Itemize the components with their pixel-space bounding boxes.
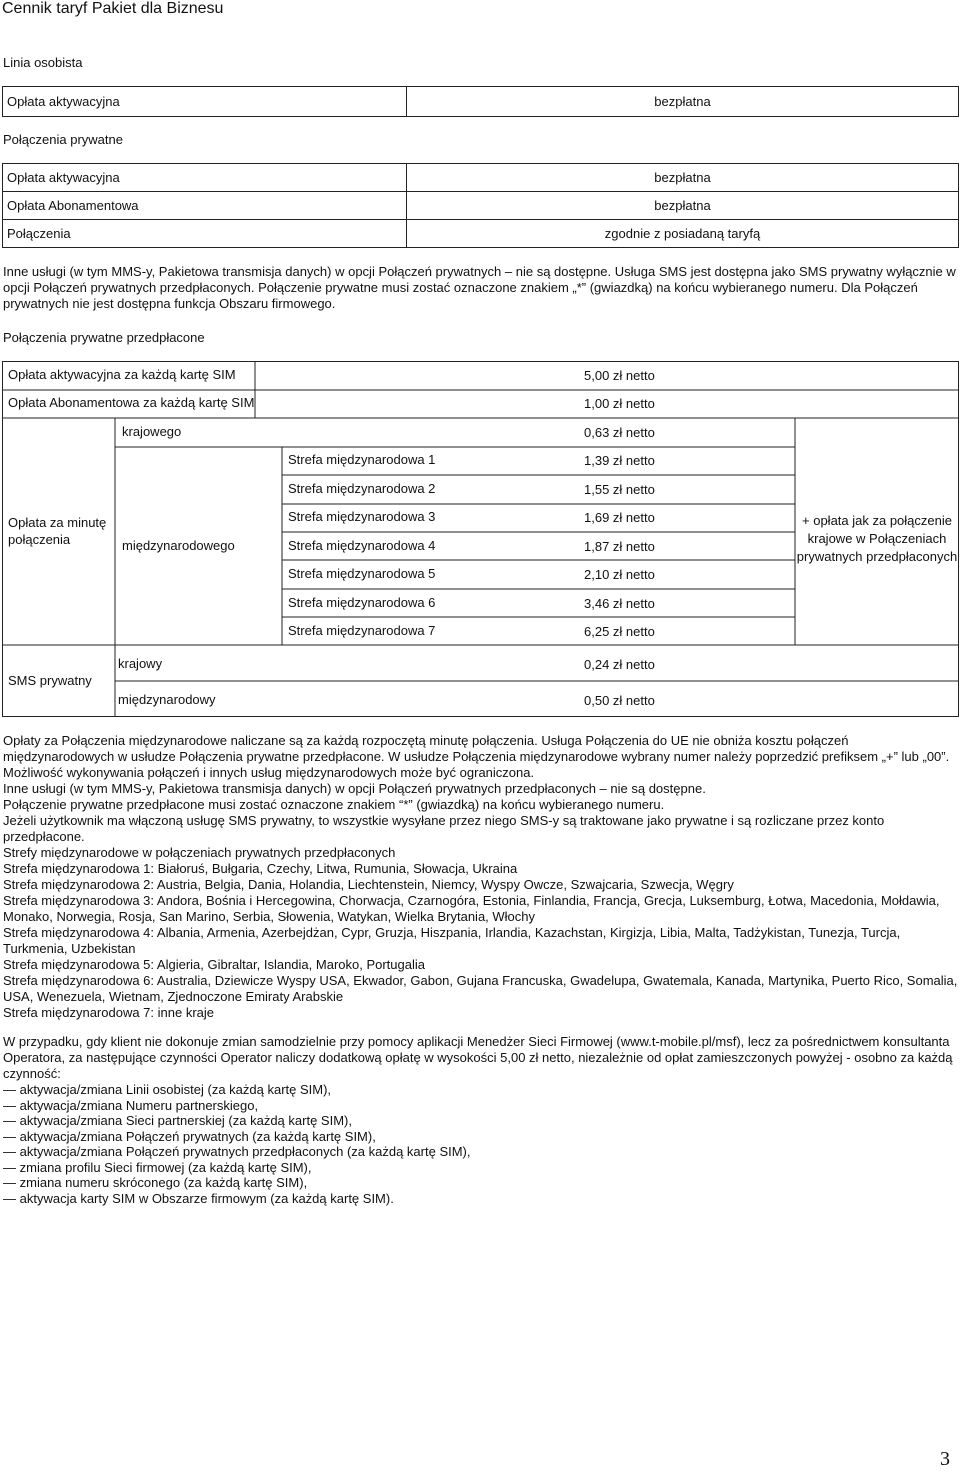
abonament-value: 1,00 zł netto — [584, 396, 655, 411]
list-item: — aktywacja/zmiana Numeru partnerskiego, — [3, 1098, 471, 1114]
strefa-price: 2,10 zł netto — [584, 567, 655, 582]
strefy-line: Strefa międzynarodowa 6: Australia, Dziewicze Wyspy USA, Ekwador, Gabon, Gujana Francuska, Gwadelupa, Gwatemala, Kanada, Martynika, Puerto Rico, Somalia, — [3, 973, 958, 988]
sms-miedzy-value: 0,50 zł netto — [584, 693, 655, 708]
strefy-line: Strefa międzynarodowa 2: Austria, Belgia, Dania, Holandia, Liechtenstein, Niemcy, Wyspy Owcze, Szwajcaria, Szwecja, Węgry — [3, 877, 734, 892]
aktywacyjna-label: Opłata aktywacyjna za każdą kartę SIM — [8, 367, 236, 382]
strefy-line: Strefa międzynarodowa 5: Algieria, Gibraltar, Islandia, Maroko, Portugalia — [3, 957, 425, 972]
table-row — [3, 87, 959, 117]
notes-after-table — [3, 733, 960, 845]
strefa-name: Strefa międzynarodowa 4 — [288, 538, 436, 553]
note-line: Opłaty za Połączenia międzynarodowe naliczane są za każdą rozpoczętą minutę połączenia. Usługa Połączenia do UE nie obniża kosztu połączeń — [3, 733, 849, 748]
side-note-line: prywatnych przedpłaconych — [796, 549, 958, 564]
row-label: Opłata aktywacyjna — [3, 87, 407, 117]
page-number: 3 — [940, 1448, 950, 1470]
list-item: — aktywacja karty SIM w Obszarze firmowym (za każdą kartę SIM). — [3, 1191, 471, 1207]
aktywacyjna-value: 5,00 zł netto — [584, 368, 655, 383]
fee-line: W przypadku, gdy klient nie dokonuje zmian samodzielnie przy pomocy aplikacji Menedżer Sieci Firmowej (www.t-mobile.pl/msf), lecz za pośrednictwem konsultanta — [3, 1034, 950, 1049]
side-note — [796, 512, 958, 566]
abonament-label: Opłata Abonamentowa za każdą kartę SIM — [8, 395, 255, 410]
strefa-price: 1,39 zł netto — [584, 453, 655, 468]
miedzynarodowego-label: międzynarodowego — [122, 538, 235, 553]
note-line: prywatnych nie jest dostępna funkcja Obszaru firmowego. — [3, 296, 336, 311]
sms-krajowy-value: 0,24 zł netto — [584, 657, 655, 672]
strefa-price: 1,55 zł netto — [584, 482, 655, 497]
strefy-line: Strefy międzynarodowe w połączeniach prywatnych przedpłaconych — [3, 845, 396, 860]
list-item: — aktywacja/zmiana Połączeń prywatnych przedpłaconych (za każdą kartę SIM), — [3, 1144, 471, 1160]
list-item: — aktywacja/zmiana Połączeń prywatnych (za każdą kartę SIM), — [3, 1129, 471, 1145]
row-label: Opłata Abonamentowa — [3, 192, 407, 220]
fee-line: Operatora, za następujące czynności Operator naliczy dodatkową opłatę w wysokości 5,00 zł netto, niezależnie od opłat zamieszczonych powyżej - osobno za każdą — [3, 1050, 953, 1065]
row-value: bezpłatna — [407, 87, 959, 117]
strefy-line: Strefa międzynarodowa 3: Andora, Bośnia i Hercegowina, Chorwacja, Czarnogóra, Estonia, Finlandia, Francja, Grecja, Luksemburg, Łotwa, Macedonia, Mołdawia, — [3, 893, 940, 908]
note-line: międzynarodowych w usłudze Połączenia prywatne przedpłacone. W usłudze Połączenia międzynarodowe wybrany numer należy poprzedzić prefiksem „+” lub „00”. — [3, 749, 950, 764]
strefa-price: 6,25 zł netto — [584, 624, 655, 639]
list-item: — zmiana numeru skróconego (za każdą kartę SIM), — [3, 1175, 471, 1191]
minute-label: Opłata za minutę — [8, 515, 107, 530]
note-line: Inne usługi (w tym MMS-y, Pakietowa transmisja danych) w opcji Połączeń prywatnych – nie są dostępne. Usługa SMS jest dostępna jako SMS prywatny wyłącznie w — [3, 264, 956, 279]
strefy-line: Strefa międzynarodowa 1: Białoruś, Bułgaria, Czechy, Litwa, Rumunia, Słowacja, Ukraina — [3, 861, 518, 876]
strefy-list — [3, 845, 957, 1021]
strefa-name: Strefa międzynarodowa 6 — [288, 595, 436, 610]
sms-label: SMS prywatny — [8, 673, 92, 688]
row-label: Połączenia — [3, 220, 407, 248]
row-label: Opłata aktywacyjna — [3, 164, 407, 192]
strefa-price: 3,46 zł netto — [584, 596, 655, 611]
page-title: Cennik taryf Pakiet dla Biznesu — [2, 0, 224, 17]
note-line: Połączenie prywatne przedpłacone musi zostać oznaczone znakiem “*” (gwiazdką) na końcu wybieranego numeru. — [3, 797, 665, 812]
section-heading-linia-osobista: Linia osobista — [3, 55, 83, 70]
section-heading-przedplacone: Połączenia prywatne przedpłacone — [3, 330, 205, 345]
prywatne-note — [3, 264, 956, 312]
side-note-line: + opłata jak za połączenie — [802, 513, 952, 528]
przedplacone-table — [2, 361, 959, 717]
minute-label-2: połączenia — [8, 532, 71, 547]
table-row — [3, 192, 959, 220]
table-row — [3, 220, 959, 248]
strefa-name: Strefa międzynarodowa 1 — [288, 452, 436, 467]
strefy-line: Monako, Norwegia, Rosja, San Marino, Serbia, Słowenia, Watykan, Wielka Brytania, Włochy — [3, 909, 536, 924]
sms-krajowy-label: krajowy — [118, 656, 163, 671]
list-item: — aktywacja/zmiana Sieci partnerskiej (za każdą kartę SIM), — [3, 1113, 471, 1129]
row-value: bezpłatna — [407, 192, 959, 220]
fee-paragraph — [3, 1034, 953, 1082]
note-line: opcji Połączeń prywatnych przedpłaconych. Połączenie prywatne musi zostać oznaczone znakiem „*” (gwiazdką) na końcu wybieranego numeru. Dla Połączeń — [3, 280, 918, 295]
linia-osobista-table — [2, 86, 959, 117]
strefa-name: Strefa międzynarodowa 7 — [288, 623, 436, 638]
strefa-price: 1,87 zł netto — [584, 539, 655, 554]
section-heading-polaczenia-prywatne: Połączenia prywatne — [3, 132, 123, 147]
list-item: — aktywacja/zmiana Linii osobistej (za każdą kartę SIM), — [3, 1082, 471, 1098]
strefa-price: 1,69 zł netto — [584, 510, 655, 525]
side-note-line: krajowe w Połączeniach — [807, 531, 947, 546]
strefy-line: USA, Wenezuela, Wietnam, Zjednoczone Emiraty Arabskie — [3, 989, 344, 1004]
krajowego-label: krajowego — [122, 424, 182, 439]
list-item: — zmiana profilu Sieci firmowej (za każdą kartę SIM), — [3, 1160, 471, 1176]
row-value: bezpłatna — [407, 164, 959, 192]
polaczenia-prywatne-table — [2, 163, 959, 248]
strefy-line: Turkmenia, Uzbekistan — [3, 941, 136, 956]
fee-line: czynność: — [3, 1066, 61, 1081]
note-line: Możliwość wykonywania połączeń i innych usług międzynarodowych może być ograniczona. — [3, 765, 535, 780]
strefy-line: Strefa międzynarodowa 7: inne kraje — [3, 1005, 215, 1020]
krajowego-value: 0,63 zł netto — [584, 425, 655, 440]
sms-miedzy-label: międzynarodowy — [118, 692, 216, 707]
note-line: Inne usługi (w tym MMS-y, Pakietowa transmisja danych) w opcji Połączeń prywatnych przedpłaconych – nie są dostępne. — [3, 781, 706, 796]
note-line: Jeżeli użytkownik ma włączoną usługę SMS prywatny, to wszystkie wysyłane przez niego SMS-y są traktowane jako prywatne i są rozliczane przez konto przedpłacone. — [3, 813, 885, 844]
strefy-line: Strefa międzynarodowa 4: Albania, Armenia, Azerbejdżan, Cypr, Gruzja, Hiszpania, Irlandia, Kazachstan, Kirgizja, Libia, Malta, Tadżykistan, Tunezja, Turcja, — [3, 925, 901, 940]
strefa-name: Strefa międzynarodowa 5 — [288, 566, 436, 581]
strefa-name: Strefa międzynarodowa 2 — [288, 481, 436, 496]
fee-items-list — [3, 1082, 471, 1206]
table-row — [3, 164, 959, 192]
strefa-name: Strefa międzynarodowa 3 — [288, 509, 436, 524]
row-value: zgodnie z posiadaną taryfą — [407, 220, 959, 248]
